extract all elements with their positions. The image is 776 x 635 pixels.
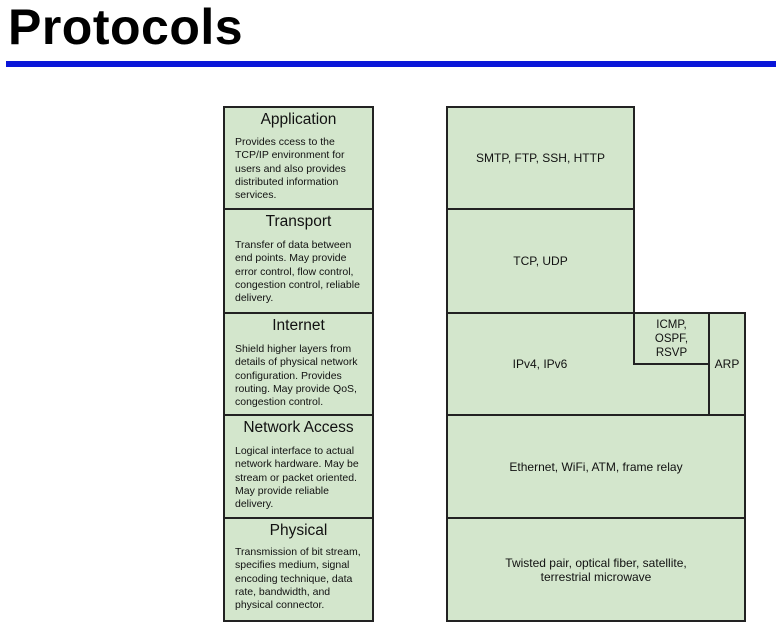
page-title: Protocols — [8, 0, 244, 55]
protocol-list: SMTP, FTP, SSH, HTTP — [476, 151, 605, 165]
protocol-list: ARP — [714, 357, 740, 371]
layer-description: Transfer of data between end points. May provide error control, flow control, congestion control, reliable delivery. — [235, 239, 360, 305]
layer-name: Internet — [272, 317, 325, 334]
protocol-list: Twisted pair, optical fiber, satellite, terrestrial microwave — [505, 555, 687, 584]
title-divider — [6, 61, 776, 67]
layer-application — [223, 106, 374, 210]
protocol-box-physical — [446, 517, 746, 622]
protocol-box-network-access — [446, 414, 746, 519]
protocol-box-transport — [446, 208, 635, 314]
layer-description: Provides ccess to the TCP/IP environment for users and also provides distributed information services. — [235, 136, 346, 202]
protocol-list: Ethernet, WiFi, ATM, frame relay — [509, 459, 683, 474]
protocol-box-application — [446, 106, 635, 210]
layer-physical — [223, 517, 374, 622]
layer-transport — [223, 208, 374, 314]
layer-description: Transmission of bit stream, specifies medium, signal encoding technique, data rate, bandwidth, and physical connector. — [235, 546, 361, 612]
protocol-box-internet-control — [633, 312, 710, 365]
protocol-list: ICMP, OSPF, RSVP — [654, 318, 689, 359]
layer-name: Network Access — [243, 419, 354, 436]
layer-description: Shield higher layers from details of physical network configuration. Provides routing. May provide QoS, congestion control. — [235, 343, 358, 409]
layer-name: Physical — [269, 522, 328, 539]
layer-name: Application — [260, 111, 337, 128]
layer-description: Logical interface to actual network hardware. May be stream or packet oriented. May provide reliable delivery. — [235, 445, 359, 511]
layer-name: Transport — [265, 213, 332, 230]
protocol-list: TCP, UDP — [513, 254, 568, 268]
layer-network-access — [223, 414, 374, 519]
layer-internet — [223, 312, 374, 416]
protocol-list: IPv4, IPv6 — [512, 357, 568, 371]
protocol-box-arp — [708, 312, 746, 416]
